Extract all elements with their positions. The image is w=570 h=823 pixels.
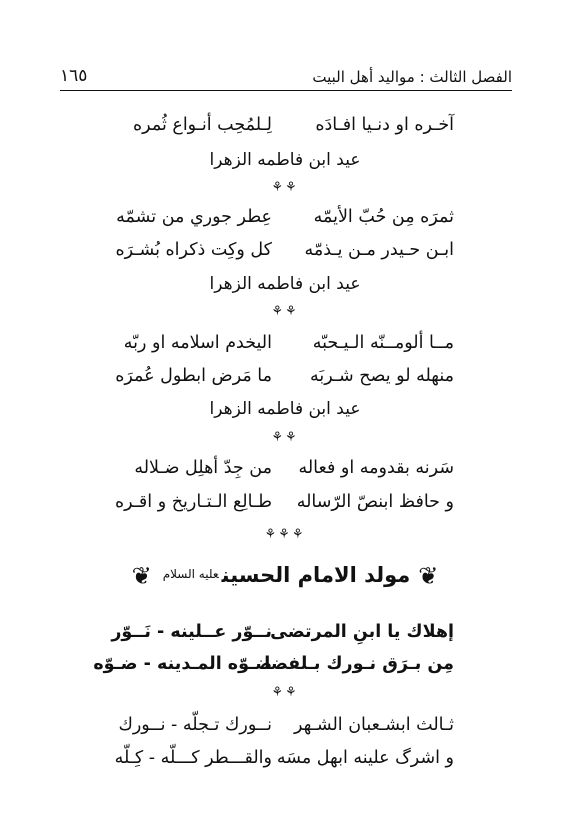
verse-left: طـالِع الـتـاريخ و اقـره — [114, 492, 272, 512]
section-title: مولد الامام الحسين — [221, 563, 411, 587]
page-number: ١٦٥ — [60, 66, 88, 86]
honorific-glyph: عليه السلام — [162, 567, 219, 581]
verse-left: من جِدّ أهلِل ضـلاله — [134, 458, 272, 478]
flower-ornament-icon: ⚘ — [285, 180, 299, 195]
verse-left: نــوّر عــلينه - نَــوّر — [111, 622, 272, 642]
verse-left: عِطر جوري من تشمّه — [116, 207, 272, 227]
flower-ornament-icon: ⚘ — [271, 304, 285, 319]
flower-ornament-icon: ⚘ — [278, 527, 292, 542]
refrain: عيد ابن فاطمه الزهرا — [209, 399, 361, 419]
floral-ornament-icon: ❦ — [418, 562, 439, 590]
flower-ornament-icon: ⚘ — [285, 304, 299, 319]
ornament-divider — [0, 686, 570, 699]
verse-right: سَرنه بقدومه او فعاله — [298, 458, 454, 478]
verse-left: نــورك تـجلّه - نــورك — [118, 715, 272, 735]
verse-left: ضـوّه المـدينه - ضـوّه — [93, 654, 272, 674]
verse-left: اليخدم اسلامه او ربّه — [123, 333, 272, 353]
verse-left: والقـــطر كـــلّه - كِـلّه — [114, 748, 272, 768]
verse-right: مــا ألومــنّه الـيـحبّه — [312, 333, 454, 353]
flower-ornament-icon: ⚘ — [271, 430, 285, 445]
flower-ornament-icon: ⚘ — [271, 685, 285, 700]
verse-right: ثـالث ابشـعبان الشـهر — [293, 715, 454, 735]
verse-right: آخـره او دنـيا افـادَه — [315, 115, 454, 135]
flower-ornament-icon: ⚘ — [285, 685, 299, 700]
flower-ornament-icon: ⚘ — [291, 527, 306, 542]
ornament-divider — [0, 431, 570, 444]
header-rule — [60, 90, 512, 91]
verse-right: ابـن حـيدر مـن يـذمّه — [304, 240, 454, 260]
verse-right: و اشرگ علينه ابهل مسَه — [276, 748, 454, 768]
running-header — [60, 62, 512, 86]
ornament-divider — [0, 305, 570, 318]
section-heading — [0, 562, 570, 590]
verse-left: ما مَرض ابطول عُمرَه — [115, 366, 272, 386]
verse-right: ثمرَه مِن حُبّ الأيمّه — [313, 207, 454, 227]
flower-ornament-icon: ⚘ — [271, 180, 285, 195]
verse-right: و حافظ ابنصّ الرّساله — [296, 492, 454, 512]
verse-left: لِـلمُحِب أنـواع ثُمره — [133, 115, 272, 135]
verse-right: منهله لو يصح شـربَه — [310, 366, 454, 386]
flower-ornament-icon: ⚘ — [285, 430, 299, 445]
verse-right: مِن بـرَق نـورك بـلفضا — [264, 654, 454, 674]
verse-right: إهلاك يا ابنِ المرتضى — [270, 622, 454, 642]
ornament-divider-end — [0, 528, 570, 541]
ornament-divider — [0, 181, 570, 194]
verse-left: كل وكِت ذكراه بُشـرَه — [115, 240, 272, 260]
floral-ornament-icon: ❦ — [131, 562, 152, 590]
refrain: عيد ابن فاطمه الزهرا — [209, 150, 361, 170]
chapter-title: الفصل الثالث : مواليد أهل البيت — [312, 68, 512, 86]
refrain: عيد ابن فاطمه الزهرا — [209, 274, 361, 294]
flower-ornament-icon: ⚘ — [264, 527, 279, 542]
